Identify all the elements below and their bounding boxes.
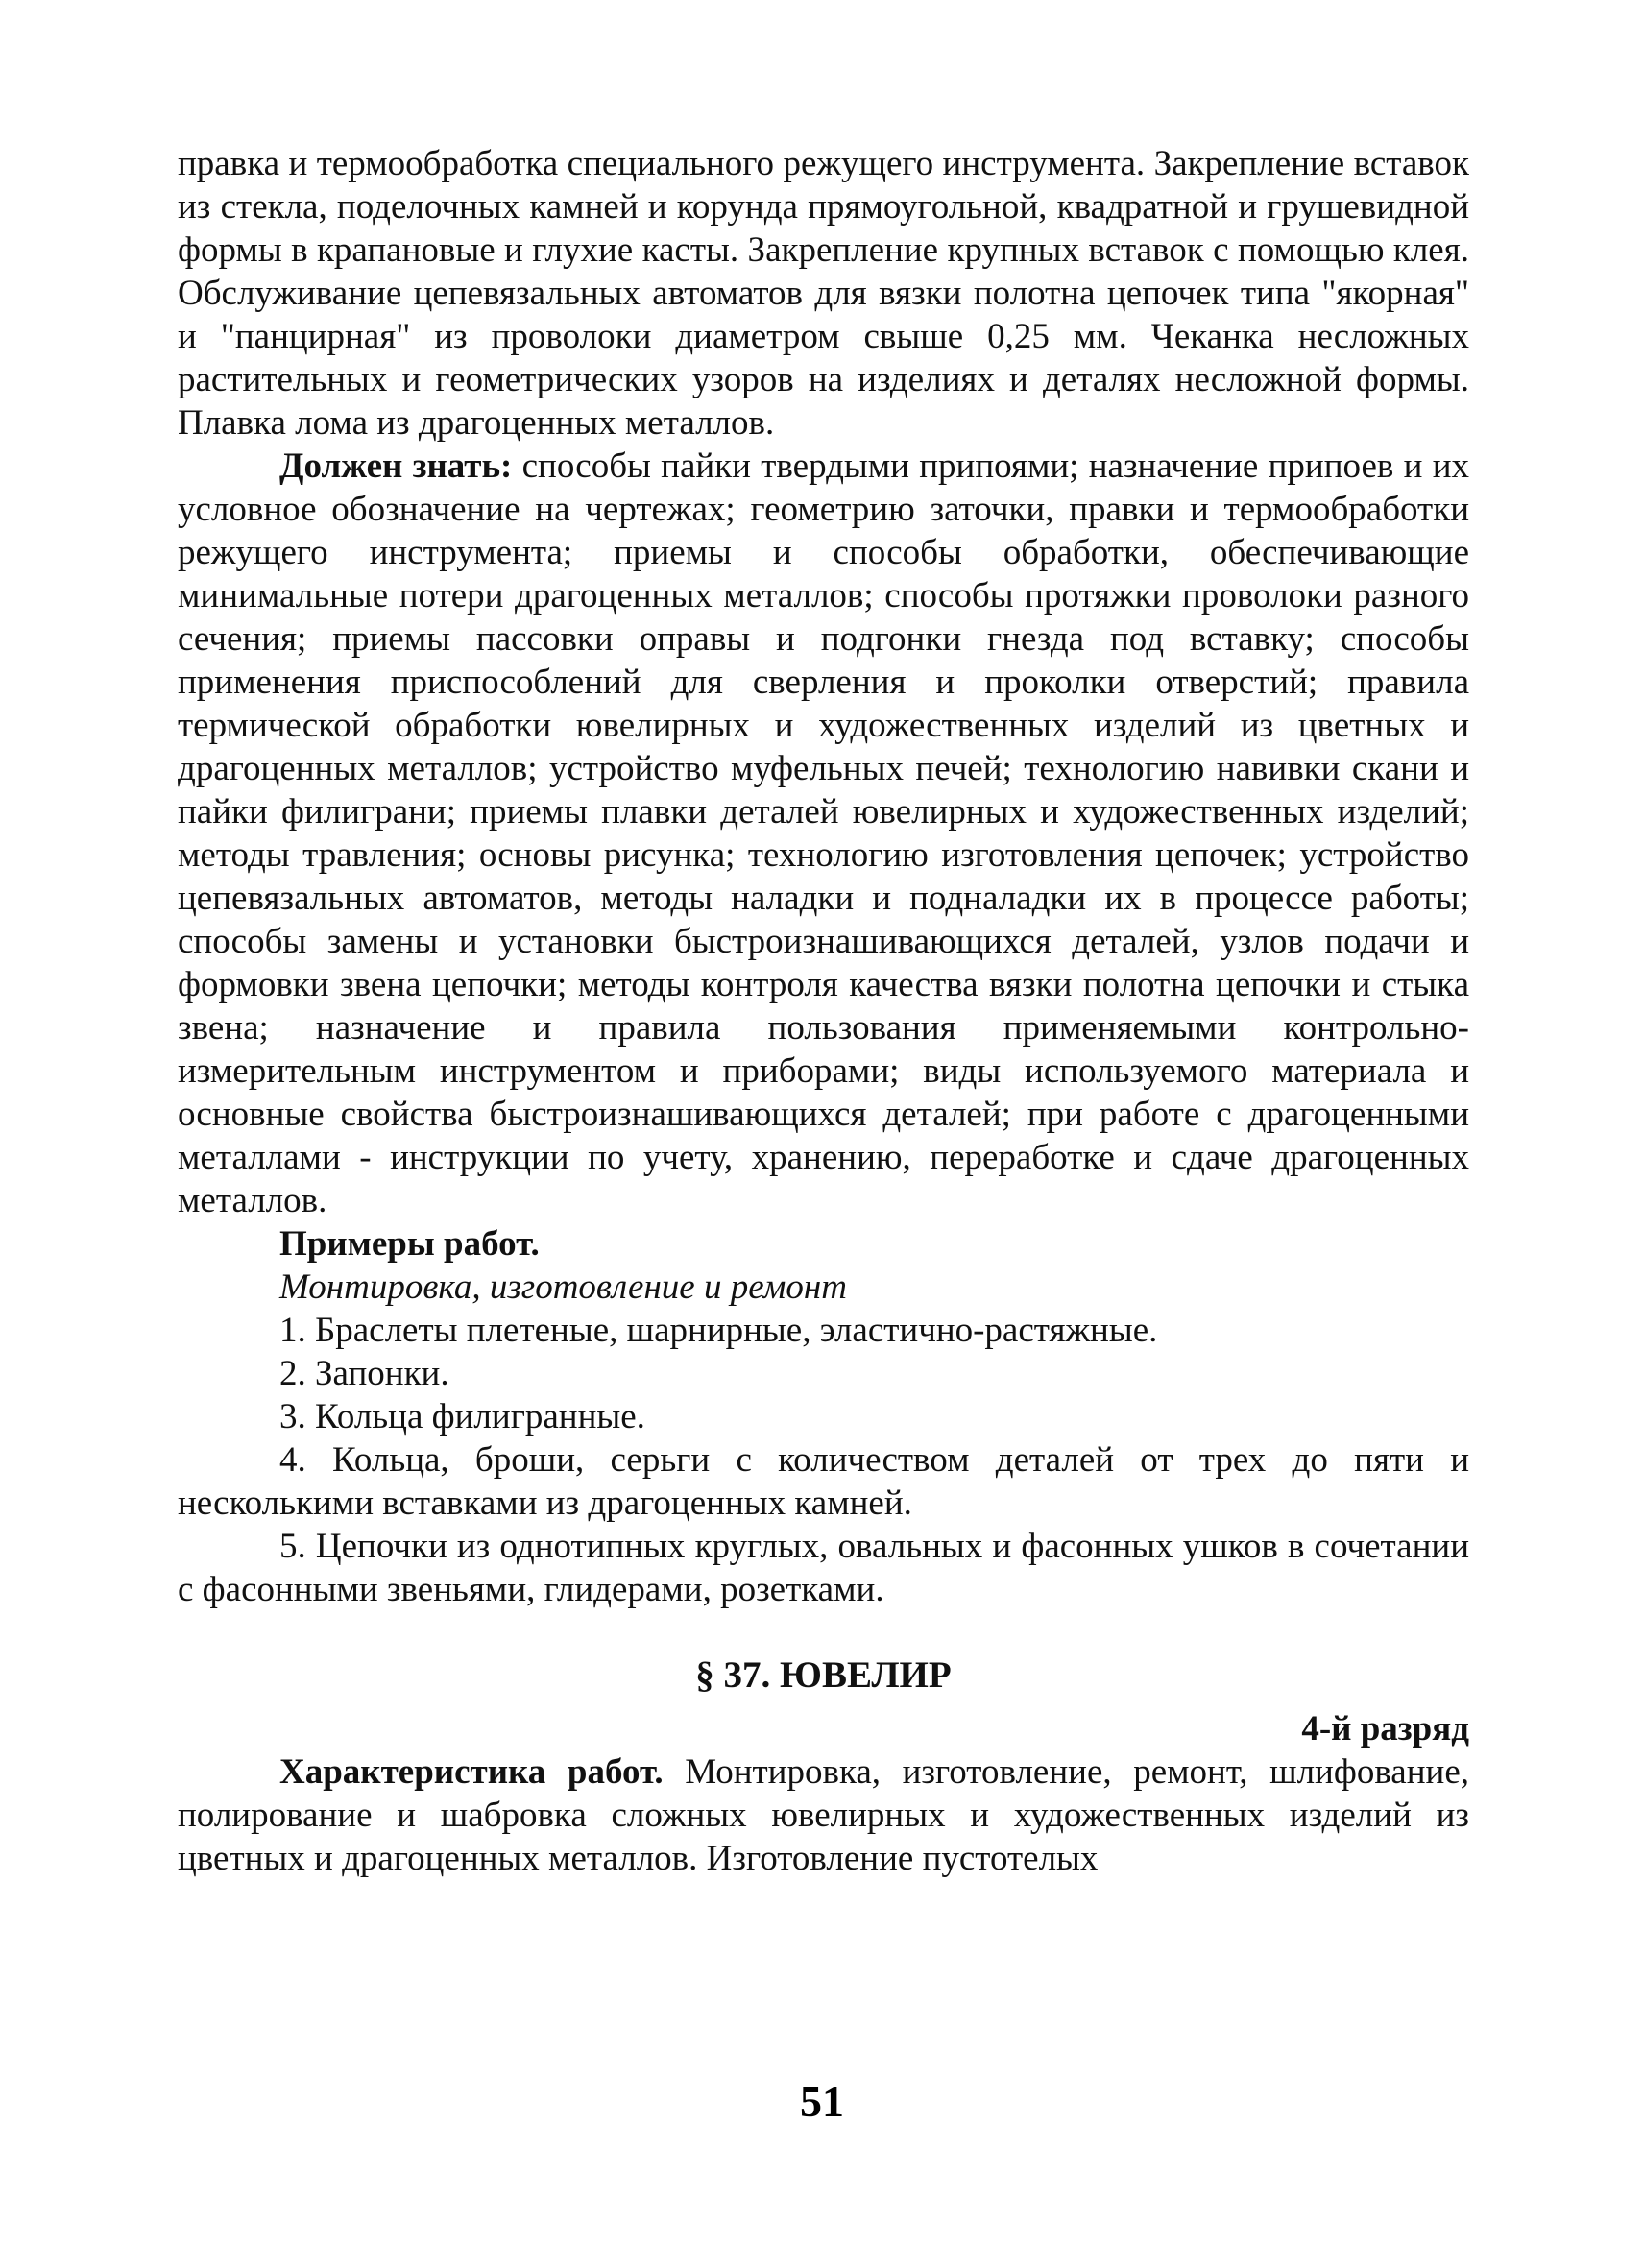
characteristics-text: Монтировка, изготовление, ремонт, шлифование, полирование и шабровка сложных ювелирных и художественных изделий из цветных и драгоценных металлов. Изготовление пустотелых bbox=[178, 1752, 1469, 1878]
examples-subheading: Монтировка, изготовление и ремонт bbox=[279, 1267, 847, 1307]
document-page bbox=[178, 142, 1469, 1880]
list-item: 4. Кольца, броши, серьги с количеством деталей от трех до пяти и несколькими вставками из драгоценных камней. bbox=[178, 1440, 1469, 1523]
page-number: 51 bbox=[800, 2077, 844, 2126]
paragraph-must-know bbox=[178, 445, 1469, 1222]
examples-heading: Примеры работ. bbox=[279, 1224, 540, 1264]
section-title: § 37. ЮВЕЛИР bbox=[695, 1654, 952, 1696]
list-item: 2. Запонки. bbox=[279, 1354, 449, 1393]
paragraph-continuation: правка и термообработка специального режущего инструмента. Закрепление вставок из стекла, поделочных камней и корунда прямоугольной, квадратной и грушевидной формы в крапановые и глухие касты. Закрепление крупных вставок с помощью клея. Обслуживание цепевязальных автоматов для вязки полотна цепочек типа "якорная" и "панцирная" из проволоки диаметром свыше 0,25 мм. Чеканка несложных растительных и геометрических узоров на изделиях и деталях несложной формы. Плавка лома из драгоценных металлов. bbox=[178, 144, 1469, 443]
grade-label: 4-й разряд bbox=[1301, 1709, 1469, 1749]
must-know-label: Должен знать: bbox=[279, 446, 513, 486]
paragraph-characteristics bbox=[178, 1750, 1469, 1880]
list-item: 5. Цепочки из однотипных круглых, овальных и фасонных ушков в сочетании с фасонными звеньями, глидерами, розетками. bbox=[178, 1527, 1469, 1609]
must-know-text: способы пайки твердыми припоями; назначение припоев и их условное обозначение на чертежах; геометрию заточки, правки и термообработки режущего инструмента; приемы и способы обработки, обеспечивающие минимальные потери драгоценных металлов; способы протяжки проволоки разного сечения; приемы пассовки оправы и подгонки гнезда под вставку; способы применения приспособлений для сверления и проколки отверстий; правила термической обработки ювелирных и художественных изделий из цветных и драгоценных металлов; устройство муфельных печей; технологию навивки скани и пайки филиграни; приемы плавки деталей ювелирных и художественных изделий; методы травления; основы рисунка; технологию изготовления цепочек; устройство цепевязальных автоматов, методы наладки и подналадки их в процессе работы; способы замены и установки быстроизнашивающихся деталей, узлов подачи и формовки звена цепочки; методы контроля качества вязки полотна цепочки и стыка звена; назначение и правила пользования применяемыми контрольно-измерительным инструментом и приборами; виды используемого материала и основные свойства быстроизнашивающихся деталей; при работе с драгоценными металлами - инструкции по учету, хранению, переработке и сдаче драгоценных металлов. bbox=[178, 446, 1469, 1220]
characteristics-label: Характеристика работ. bbox=[279, 1752, 664, 1792]
list-item: 1. Браслеты плетеные, шарнирные, эластично-растяжные. bbox=[279, 1311, 1158, 1350]
list-item: 3. Кольца филигранные. bbox=[279, 1397, 645, 1436]
